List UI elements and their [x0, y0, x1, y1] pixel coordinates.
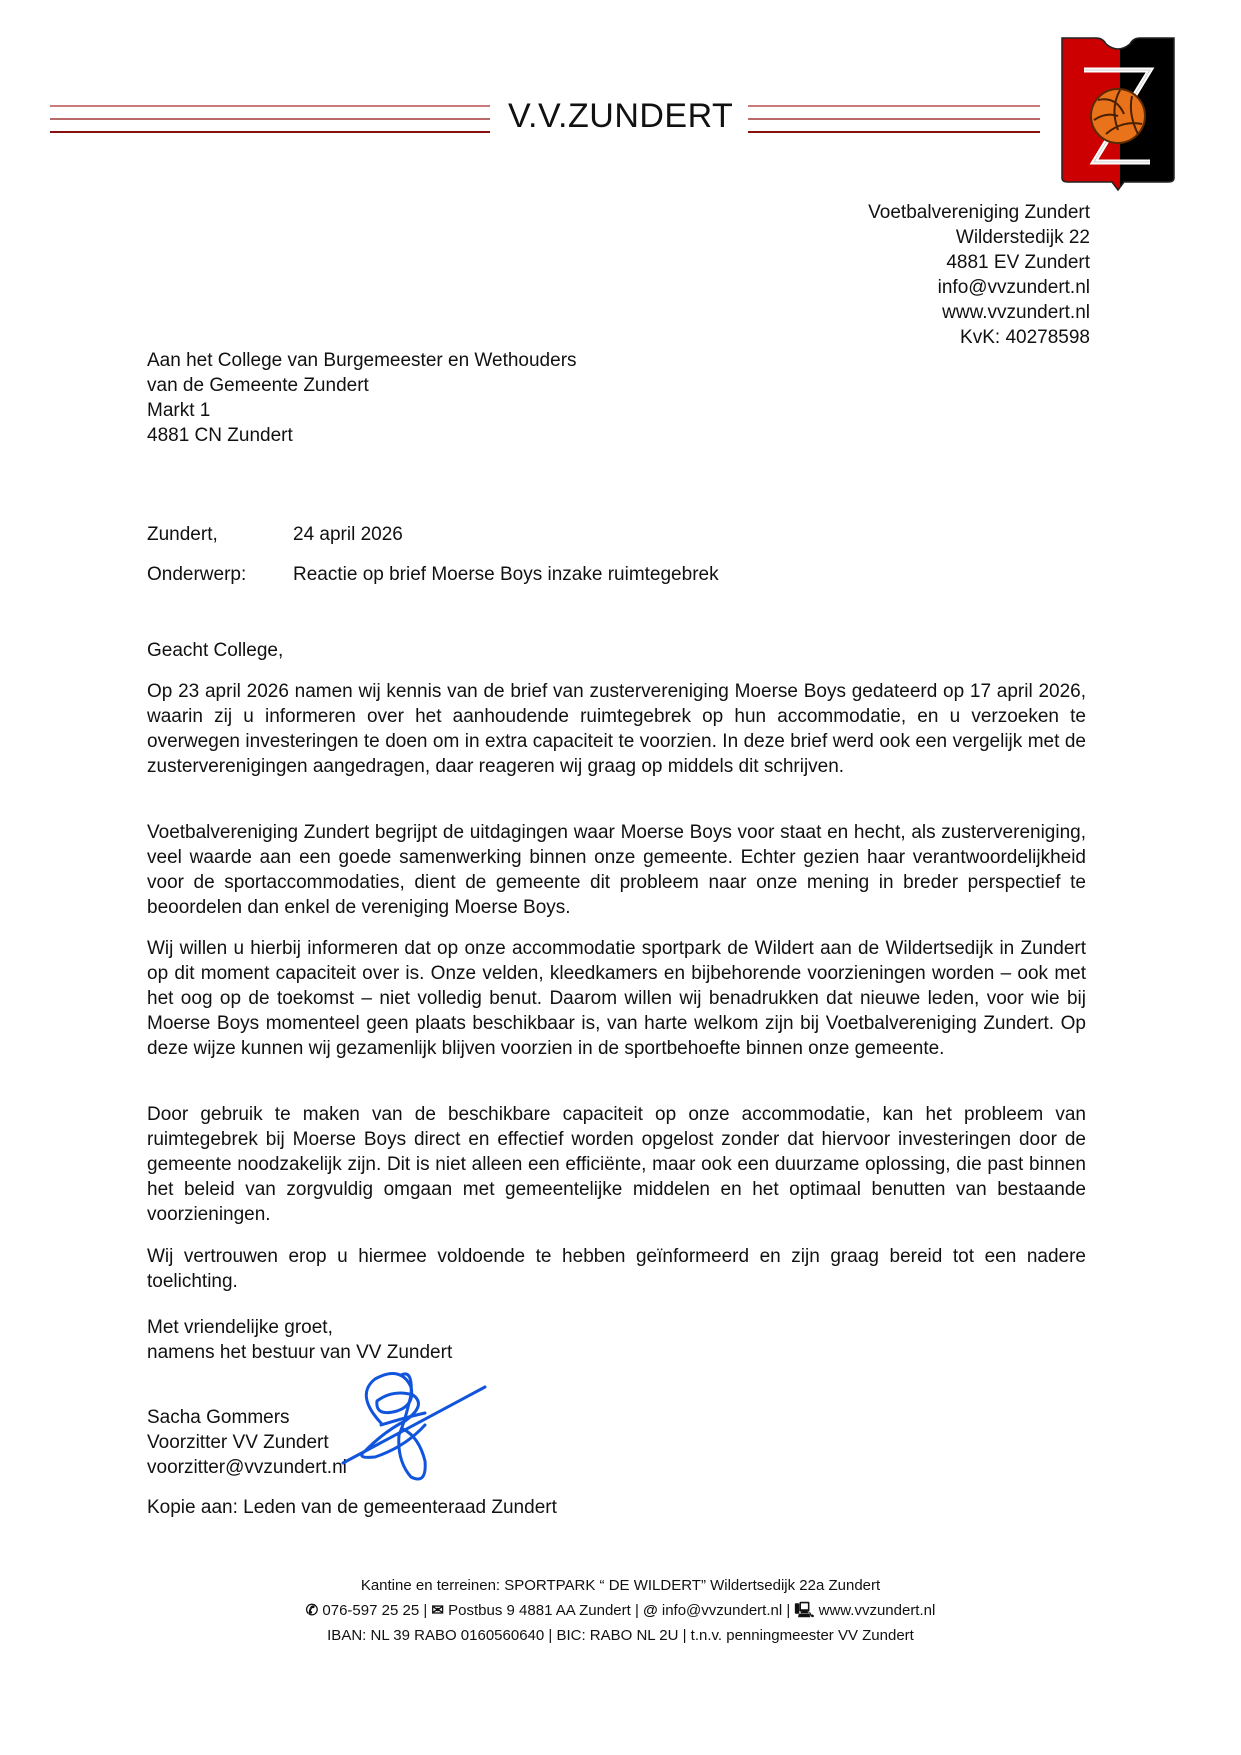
header-rule-left	[50, 105, 490, 131]
footer-venue: Kantine en terreinen: SPORTPARK “ DE WILDERT” Wildertsedijk 22a Zundert	[360, 1577, 881, 1594]
cc-line: Kopie aan: Leden van de gemeenteraad Zundert	[147, 1497, 557, 1518]
letter-subject-row	[147, 562, 719, 587]
footer-postbus: Postbus 9 4881 AA Zundert	[448, 1602, 631, 1619]
recipient-address	[147, 348, 577, 448]
envelope-icon: ✉	[431, 1602, 444, 1619]
footer	[0, 1573, 1241, 1648]
sender-kvk: KvK: 40278598	[960, 327, 1090, 348]
sender-street: Wilderstedijk 22	[955, 227, 1090, 248]
sender-website[interactable]: www.vvzundert.nl	[942, 302, 1090, 323]
subject-label: Onderwerp:	[147, 564, 247, 585]
handwritten-signature	[335, 1365, 495, 1485]
body-paragraph: Wij vertrouwen erop u hiermee voldoende te hebben geïnformeerd en zijn graag bereid tot een nadere toelichting.	[147, 1246, 1086, 1292]
computer-icon: 🖳	[794, 1602, 815, 1619]
signer-role: Voorzitter VV Zundert	[147, 1432, 329, 1453]
letter-date-row	[147, 522, 403, 547]
recipient-line: Aan het College van Burgemeester en Wethouders	[147, 350, 577, 371]
recipient-line: 4881 CN Zundert	[147, 425, 293, 446]
letter-date: 24 april 2026	[293, 524, 403, 545]
body-paragraph: Op 23 april 2026 namen wij kennis van de brief van zustervereniging Moerse Boys gedateerd op 17 april 2026, waarin zij u informeren over het aanhoudende ruimtegebrek op hun accommodatie, en u verzoeken te overwegen investeringen te doen om in extra capaciteit te voorzien. In deze brief werd ook een vergelijk met de zusterverenigingen aangedragen, daar reageren wij graag op middels dit schrijven.	[147, 681, 1086, 777]
sender-city: 4881 EV Zundert	[946, 252, 1090, 273]
signer-block	[147, 1405, 347, 1480]
footer-phone[interactable]: 076-597 25 25	[322, 1602, 420, 1619]
club-title: V.V.ZUNDERT	[508, 97, 734, 135]
sender-email[interactable]: info@vvzundert.nl	[937, 277, 1090, 298]
header-rule-right	[748, 105, 1040, 131]
separator: |	[634, 1602, 639, 1619]
sender-name: Voetbalvereniging Zundert	[868, 202, 1090, 223]
recipient-line: van de Gemeente Zundert	[147, 375, 369, 396]
place-label: Zundert,	[147, 524, 218, 545]
at-icon: @	[643, 1602, 658, 1619]
footer-email[interactable]: info@vvzundert.nl	[661, 1602, 783, 1619]
closing-line: Met vriendelijke groet,	[147, 1317, 333, 1338]
body-paragraph: Wij willen u hierbij informeren dat op onze accommodatie sportpark de Wildert aan de Wildertsedijk in Zundert op dit moment capaciteit over is. Onze velden, kleedkamers en bijbehorende voorzieningen worden – ook met het oog op de toekomst – niet volledig benut. Daarom willen wij benadrukken dat nieuwe leden, voor wie bij Moerse Boys momenteel geen plaats beschikbaar is, van harte welkom zijn bij Voetbalvereniging Zundert. Op deze wijze kunnen wij gezamenlijk blijven voorzien in de sportbehoefte binnen onze gemeente.	[147, 938, 1086, 1059]
separator: |	[423, 1602, 428, 1619]
footer-bank: IBAN: NL 39 RABO 0160560640 | BIC: RABO NL 2U | t.n.v. penningmeester VV Zundert	[327, 1627, 914, 1644]
closing	[147, 1315, 452, 1365]
separator: |	[786, 1602, 791, 1619]
recipient-line: Markt 1	[147, 400, 211, 421]
body-paragraph: Voetbalvereniging Zundert begrijpt de uitdagingen waar Moerse Boys voor staat en hecht, als zustervereniging, veel waarde aan een goede samenwerking binnen onze gemeente. Echter gezien haar verantwoordelijkheid voor de sportaccommodaties, dient de gemeente dit probleem naar onze mening in breder perspectief te beoordelen dan enkel de vereniging Moerse Boys.	[147, 822, 1086, 918]
closing-line: namens het bestuur van VV Zundert	[147, 1342, 453, 1363]
signer-name: Sacha Gommers	[147, 1407, 290, 1428]
letter-subject: Reactie op brief Moerse Boys inzake ruimtegebrek	[293, 564, 719, 585]
phone-icon: ✆	[305, 1602, 319, 1619]
footer-contact	[0, 1598, 1241, 1623]
footer-website[interactable]: www.vvzundert.nl	[818, 1602, 936, 1619]
signer-email[interactable]: voorzitter@vvzundert.nl	[147, 1457, 347, 1478]
club-crest-icon	[1058, 30, 1178, 192]
sender-address	[868, 200, 1090, 350]
salutation: Geacht College,	[147, 640, 284, 661]
body-paragraph: Door gebruik te maken van de beschikbare capaciteit op onze accommodatie, kan het probleem van ruimtegebrek bij Moerse Boys direct en effectief worden opgelost zonder dat hiervoor investeringen door de gemeente noodzakelijk zijn. Dit is niet alleen een efficiënte, maar ook een duurzame oplossing, die past binnen het beleid van zorgvuldig omgaan met gemeentelijke middelen en het optimaal benutten van bestaande voorzieningen.	[147, 1104, 1086, 1225]
